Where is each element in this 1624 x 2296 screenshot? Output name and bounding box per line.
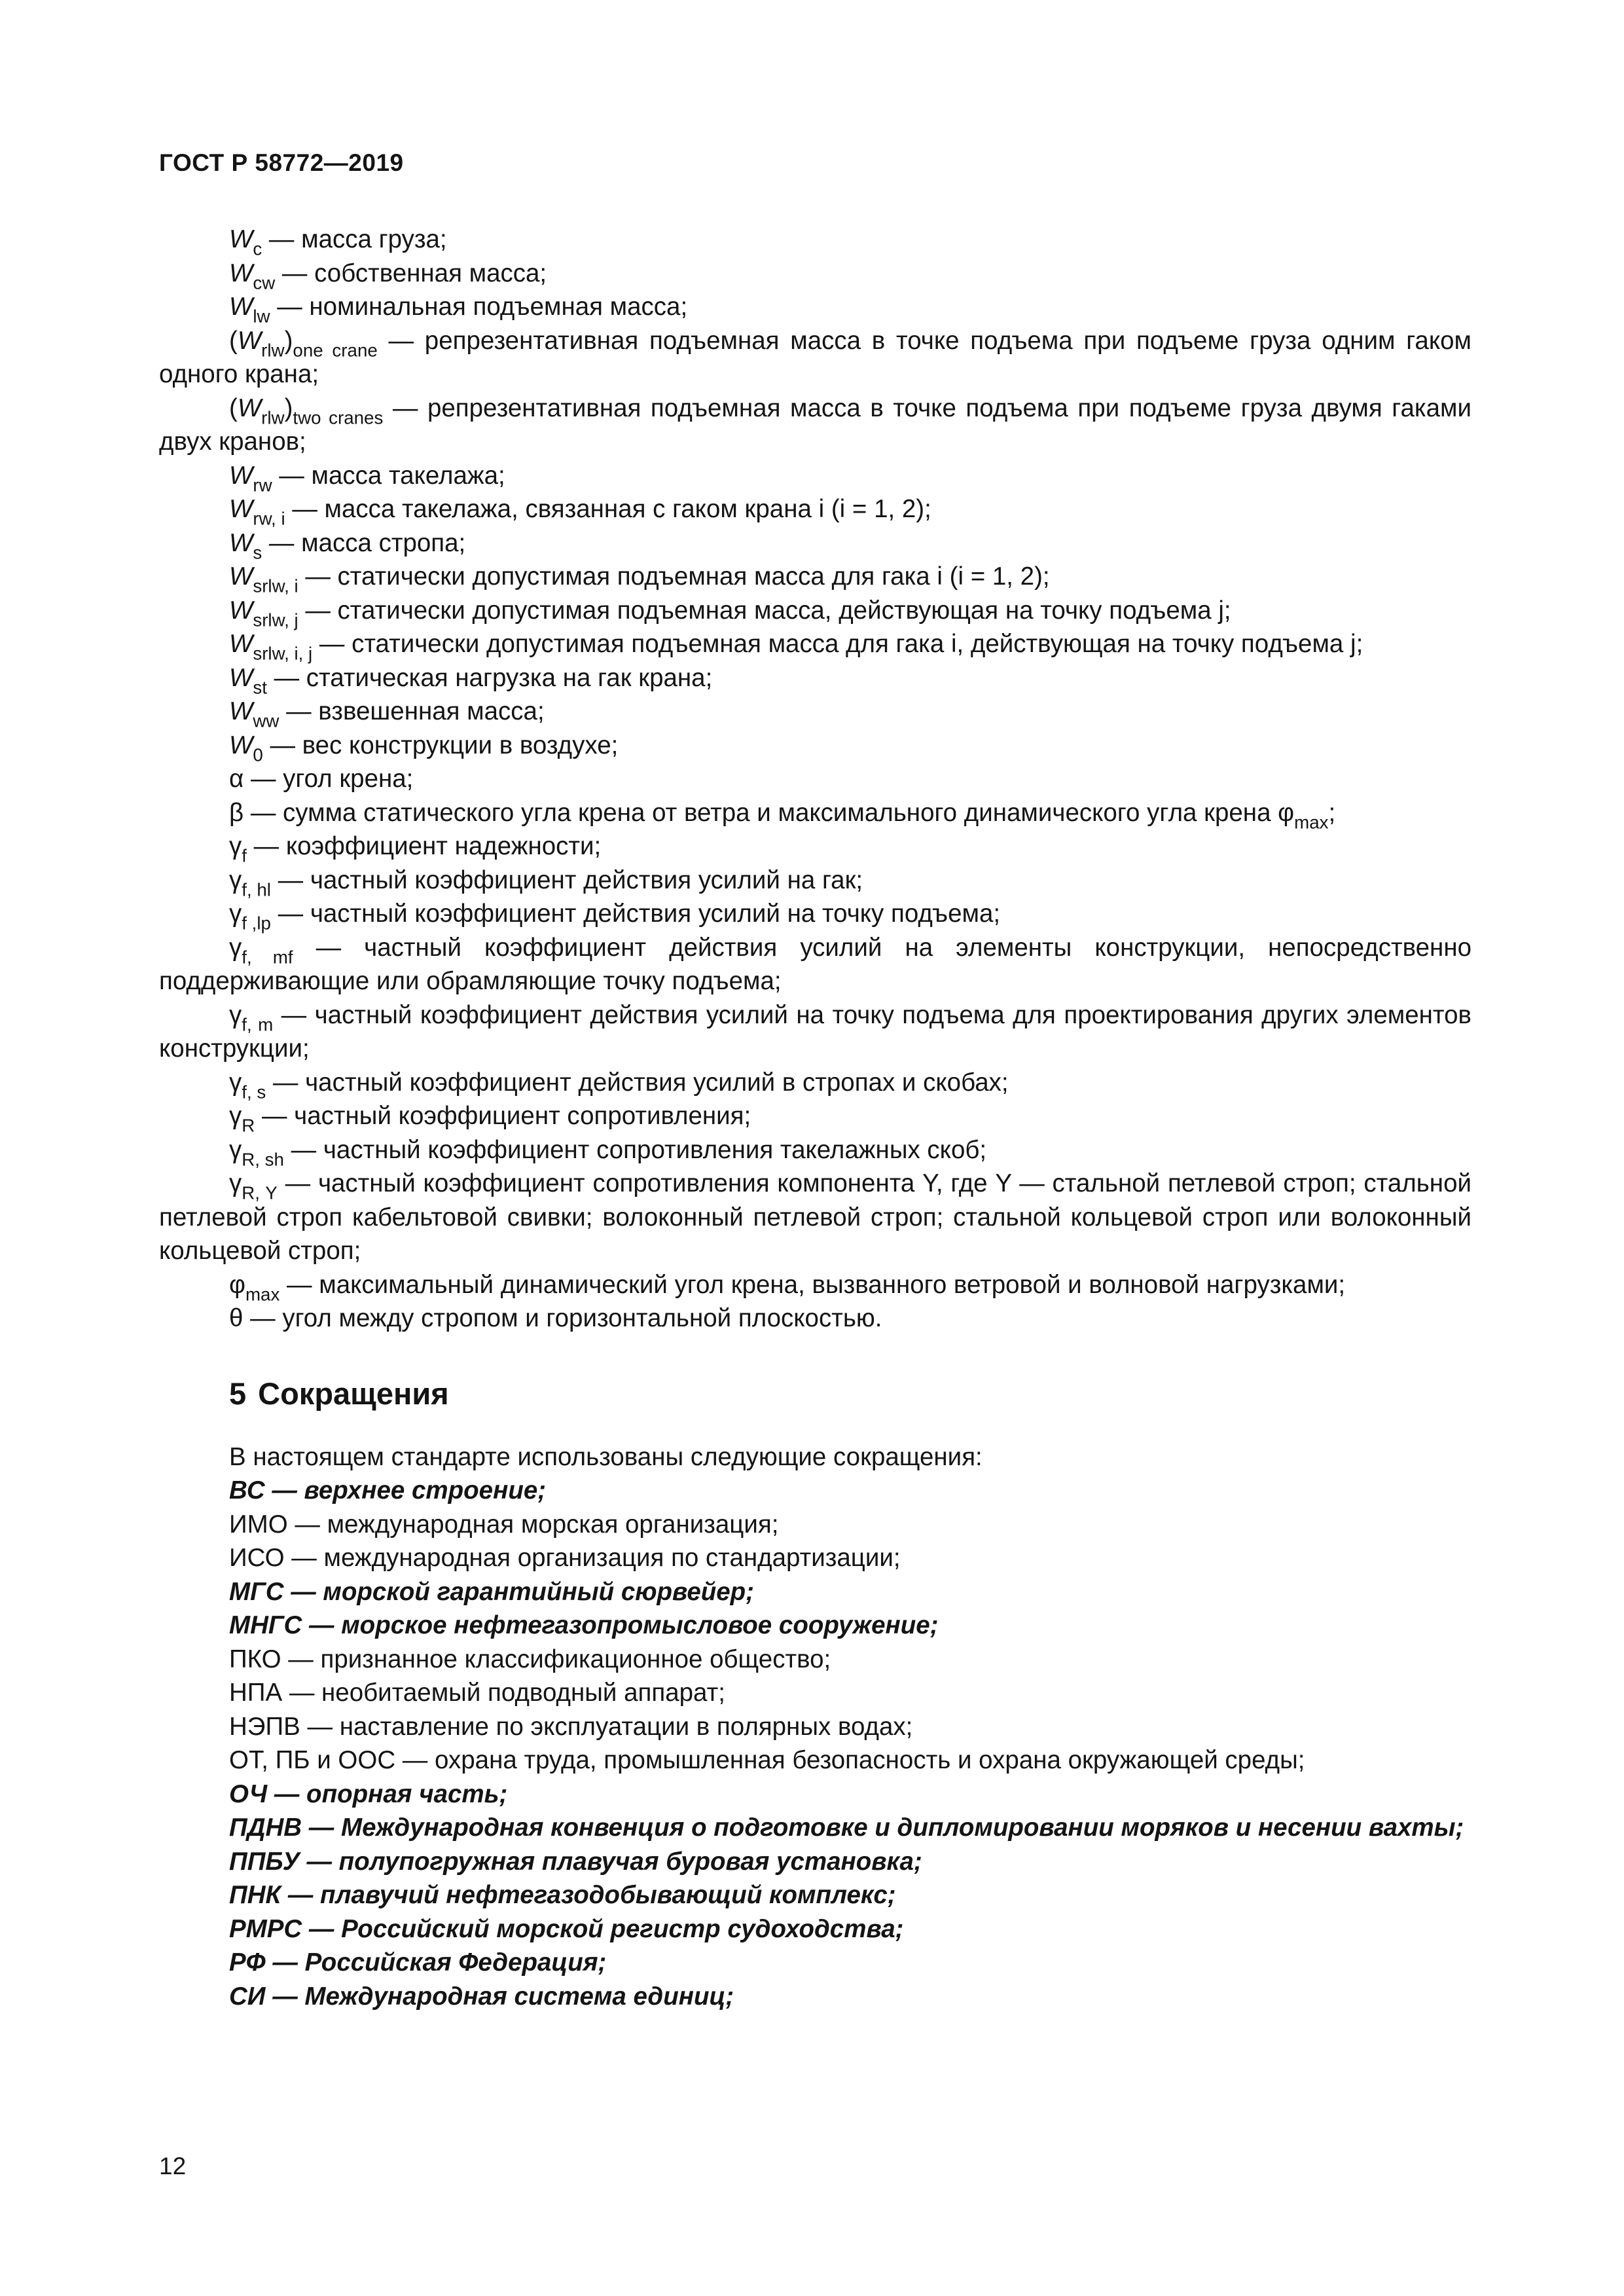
symbol: W: [229, 697, 253, 725]
symbol: γ: [229, 1102, 242, 1130]
document-body: [159, 223, 1471, 2013]
symbol-subscript: f, mf: [242, 947, 293, 968]
symbol: W: [237, 393, 262, 422]
symbol-subscript: srlw, i, j: [253, 643, 313, 664]
symbol-subscript: st: [253, 677, 267, 698]
symbol-definitions: [159, 223, 1471, 1336]
definition-item: [159, 1066, 1471, 1100]
abbreviation-item: РМРС — Российский морской регистр судоходства;: [229, 1914, 904, 1943]
abbreviation-item: ВС — верхнее строение;: [229, 1476, 547, 1504]
symbol-subscript: 0: [253, 744, 263, 765]
symbol-subscript: ww: [253, 710, 280, 731]
definition-item: [159, 998, 1471, 1066]
abbreviation-item: МНГС — морское нефтегазопромысловое сооружение;: [229, 1611, 939, 1639]
symbol-subscript: lw: [253, 306, 270, 327]
abbreviation-item: ППБУ — полупогружная плавучая буровая установка;: [229, 1847, 922, 1876]
symbol: γ: [229, 1068, 242, 1097]
definition-text: — частный коэффициент действия усилий на точку подъема;: [270, 900, 1001, 928]
symbol-subscript: rw: [253, 475, 272, 496]
abbreviation-item: ПКО — признанное классификационное общество;: [229, 1645, 831, 1673]
symbol: γ: [229, 900, 242, 928]
definition-text: — частный коэффициент действия усилий в стропах и скобах;: [266, 1068, 1009, 1097]
symbol: γ: [229, 832, 242, 860]
abbreviation-item: ИМО — международная морская организация;: [229, 1510, 779, 1539]
definition-item: [159, 392, 1471, 459]
definition-item: [159, 627, 1471, 664]
definition-item: [159, 864, 1471, 898]
definition-item: [159, 526, 1471, 563]
symbol: γ: [229, 866, 242, 894]
definition-text: — вес конструкции в воздухе;: [262, 731, 619, 759]
symbol-subscript: f, m: [242, 1014, 274, 1035]
definition-text: — статически допустимая подъемная масса для гака i, действующая на точку подъема j;: [312, 630, 1363, 658]
symbol-subscript: rw, i: [253, 508, 285, 529]
symbol: W: [229, 562, 253, 591]
definition-item: [159, 1133, 1471, 1170]
definition-item: [159, 661, 1471, 698]
definition-text: — статическая нагрузка на гак крана;: [266, 663, 713, 692]
section-number: 5: [229, 1376, 247, 1411]
definition-text: — масса такелажа, связанная с гаком крана i (i = 1, 2);: [285, 495, 931, 523]
symbol-subscript: max: [245, 1284, 280, 1305]
abbreviation-item: ОЧ — опорная часть;: [229, 1779, 508, 1808]
definition-text: — частный коэффициент действия усилий на гак;: [270, 866, 863, 894]
definition-item: [159, 729, 1471, 763]
section-heading: [159, 1374, 1471, 1413]
section-intro: В настоящем стандарте использованы следующие сокращения:: [229, 1442, 983, 1471]
symbol: W: [229, 225, 253, 253]
symbol-subscript-2: two cranes: [293, 407, 384, 428]
definition-text: — угол между стропом и горизонтальной плоскостью.: [243, 1304, 882, 1332]
abbreviation-item: ОТ, ПБ и ООС — охрана труда, промышленная безопасность и охрана окружающей среды;: [229, 1746, 1305, 1774]
symbol: W: [229, 495, 253, 523]
definition-text: — репрезентативная подъемная масса в точке подъема при подъеме груза двумя гаками двух кранов;: [159, 393, 1471, 456]
symbol-subscript: rlw: [261, 340, 285, 361]
symbol: W: [229, 663, 253, 692]
symbol: W: [229, 630, 253, 658]
definition-text: — собственная масса;: [275, 259, 547, 287]
definition-text: — сумма статического угла крена от ветра и максимального динамического угла крена φ: [244, 798, 1295, 827]
document-header: ГОСТ Р 58772—2019: [159, 149, 404, 176]
symbol-suffix: ): [284, 393, 293, 422]
definition-text: — частный коэффициент сопротивления такелажных скоб;: [283, 1135, 987, 1164]
definition-item: [159, 560, 1471, 594]
definition-item: [159, 459, 1471, 496]
abbreviation-item: ПДНВ — Международная конвенция о подготовке и дипломировании моряков и несении вахты;: [229, 1813, 1464, 1842]
symbol: γ: [229, 1169, 242, 1197]
definition-item: [159, 594, 1471, 628]
symbol: θ: [229, 1304, 244, 1332]
definition-text: — частный коэффициент сопротивления компонента Y, где Y — стальной петлевой строп; стальной петлевой строп кабельтовой свивки; волоконный петлевой строп; стальной кольцевой строп или волоконный кольцевой строп;: [159, 1169, 1471, 1265]
abbreviation-item: НПА — необитаемый подводный аппарат;: [229, 1679, 725, 1707]
abbreviation-item: МГС — морской гарантийный сюрвейер;: [229, 1577, 755, 1606]
definition-item: [159, 290, 1471, 327]
definition-item: [159, 324, 1471, 392]
symbol-subscript: srlw, i: [253, 575, 298, 596]
abbreviation-item: НЭПВ — наставление по эксплуатации в полярных водах;: [229, 1712, 913, 1741]
symbol-subscript: srlw, j: [253, 610, 298, 630]
definition-text: — частный коэффициент действия усилий на элементы конструкции, непосредственно поддерживающие или обрамляющие точку подъема;: [159, 933, 1471, 995]
definition-tail-subscript: max: [1294, 812, 1329, 833]
symbol: W: [229, 596, 253, 625]
symbol: α: [229, 765, 244, 793]
symbol-subscript: rlw: [261, 407, 285, 428]
symbol: W: [229, 528, 253, 557]
abbreviation-item: ИСО — международная организация по стандартизации;: [229, 1544, 901, 1572]
symbol-subscript-2: one crane: [293, 340, 378, 361]
symbol-prefix: (: [229, 326, 238, 355]
definition-text: — репрезентативная подъемная масса в точке подъема при подъеме груза одним гаком одного крана;: [159, 326, 1471, 388]
definition-item: [159, 223, 1471, 257]
abbreviation-item: СИ — Международная система единиц;: [229, 1982, 734, 2011]
symbol-suffix: ): [284, 326, 293, 355]
abbreviation-item: РФ — Российская Федерация;: [229, 1948, 607, 1977]
definition-text: — частный коэффициент действия усилий на точку подъема для проектирования других элементов конструкции;: [159, 1000, 1471, 1063]
symbol: φ: [229, 1270, 245, 1299]
symbol-subscript: f ,lp: [242, 913, 271, 934]
definition-text: — номинальная подъемная масса;: [270, 293, 688, 321]
definition-item: [159, 1099, 1471, 1136]
symbol: W: [229, 259, 253, 287]
page-number: 12: [159, 2153, 187, 2179]
section-title: Сокращения: [258, 1376, 449, 1411]
definition-item: [159, 796, 1471, 833]
definition-tail: ;: [1328, 798, 1336, 827]
symbol-subscript: R, sh: [242, 1149, 284, 1170]
symbol: γ: [229, 933, 242, 962]
definition-item: [159, 257, 1471, 291]
abbreviation-list: [159, 1474, 1471, 2013]
definition-item: [159, 1167, 1471, 1268]
symbol: W: [237, 326, 262, 355]
definition-text: — масса стропа;: [262, 528, 466, 557]
symbol: β: [229, 798, 244, 827]
symbol-subscript: f, s: [242, 1082, 266, 1102]
symbol-subscript: R, Y: [242, 1182, 278, 1203]
definition-text: — статически допустимая подъемная масса, действующая на точку подъема j;: [298, 596, 1231, 625]
symbol: W: [229, 293, 253, 321]
symbol: W: [229, 461, 253, 490]
definition-text: — максимальный динамический угол крена, вызванного ветровой и волновой нагрузками;: [280, 1270, 1346, 1299]
definition-text: — статически допустимая подъемная масса для гака i (i = 1, 2);: [298, 562, 1050, 591]
symbol: W: [229, 731, 253, 759]
definition-text: — угол крена;: [244, 765, 414, 793]
definition-item: [159, 1268, 1471, 1305]
symbol-prefix: (: [229, 393, 238, 422]
definition-item: [159, 897, 1471, 934]
definition-item: [159, 695, 1471, 729]
symbol-subscript: c: [253, 238, 262, 259]
symbol-subscript: cw: [253, 272, 276, 293]
definition-text: — взвешенная масса;: [279, 697, 545, 725]
symbol: γ: [229, 1000, 242, 1029]
definition-item: [159, 829, 1471, 864]
definition-item: [159, 931, 1471, 998]
symbol: γ: [229, 1135, 242, 1164]
definition-item: [159, 762, 1471, 796]
symbol-subscript: f: [242, 845, 247, 866]
abbreviation-item: ПНК — плавучий нефтегазодобывающий комплекс;: [229, 1881, 896, 1909]
definition-text: — масса груза;: [262, 225, 447, 253]
definition-item: [159, 1302, 1471, 1336]
definition-text: — масса такелажа;: [272, 461, 505, 490]
symbol-subscript: R: [242, 1115, 255, 1136]
definition-item: [159, 492, 1471, 529]
symbol-subscript: s: [253, 542, 262, 563]
definition-text: — частный коэффициент сопротивления;: [255, 1102, 751, 1130]
definition-text: — коэффициент надежности;: [246, 832, 602, 860]
symbol-subscript: f, hl: [242, 879, 271, 900]
